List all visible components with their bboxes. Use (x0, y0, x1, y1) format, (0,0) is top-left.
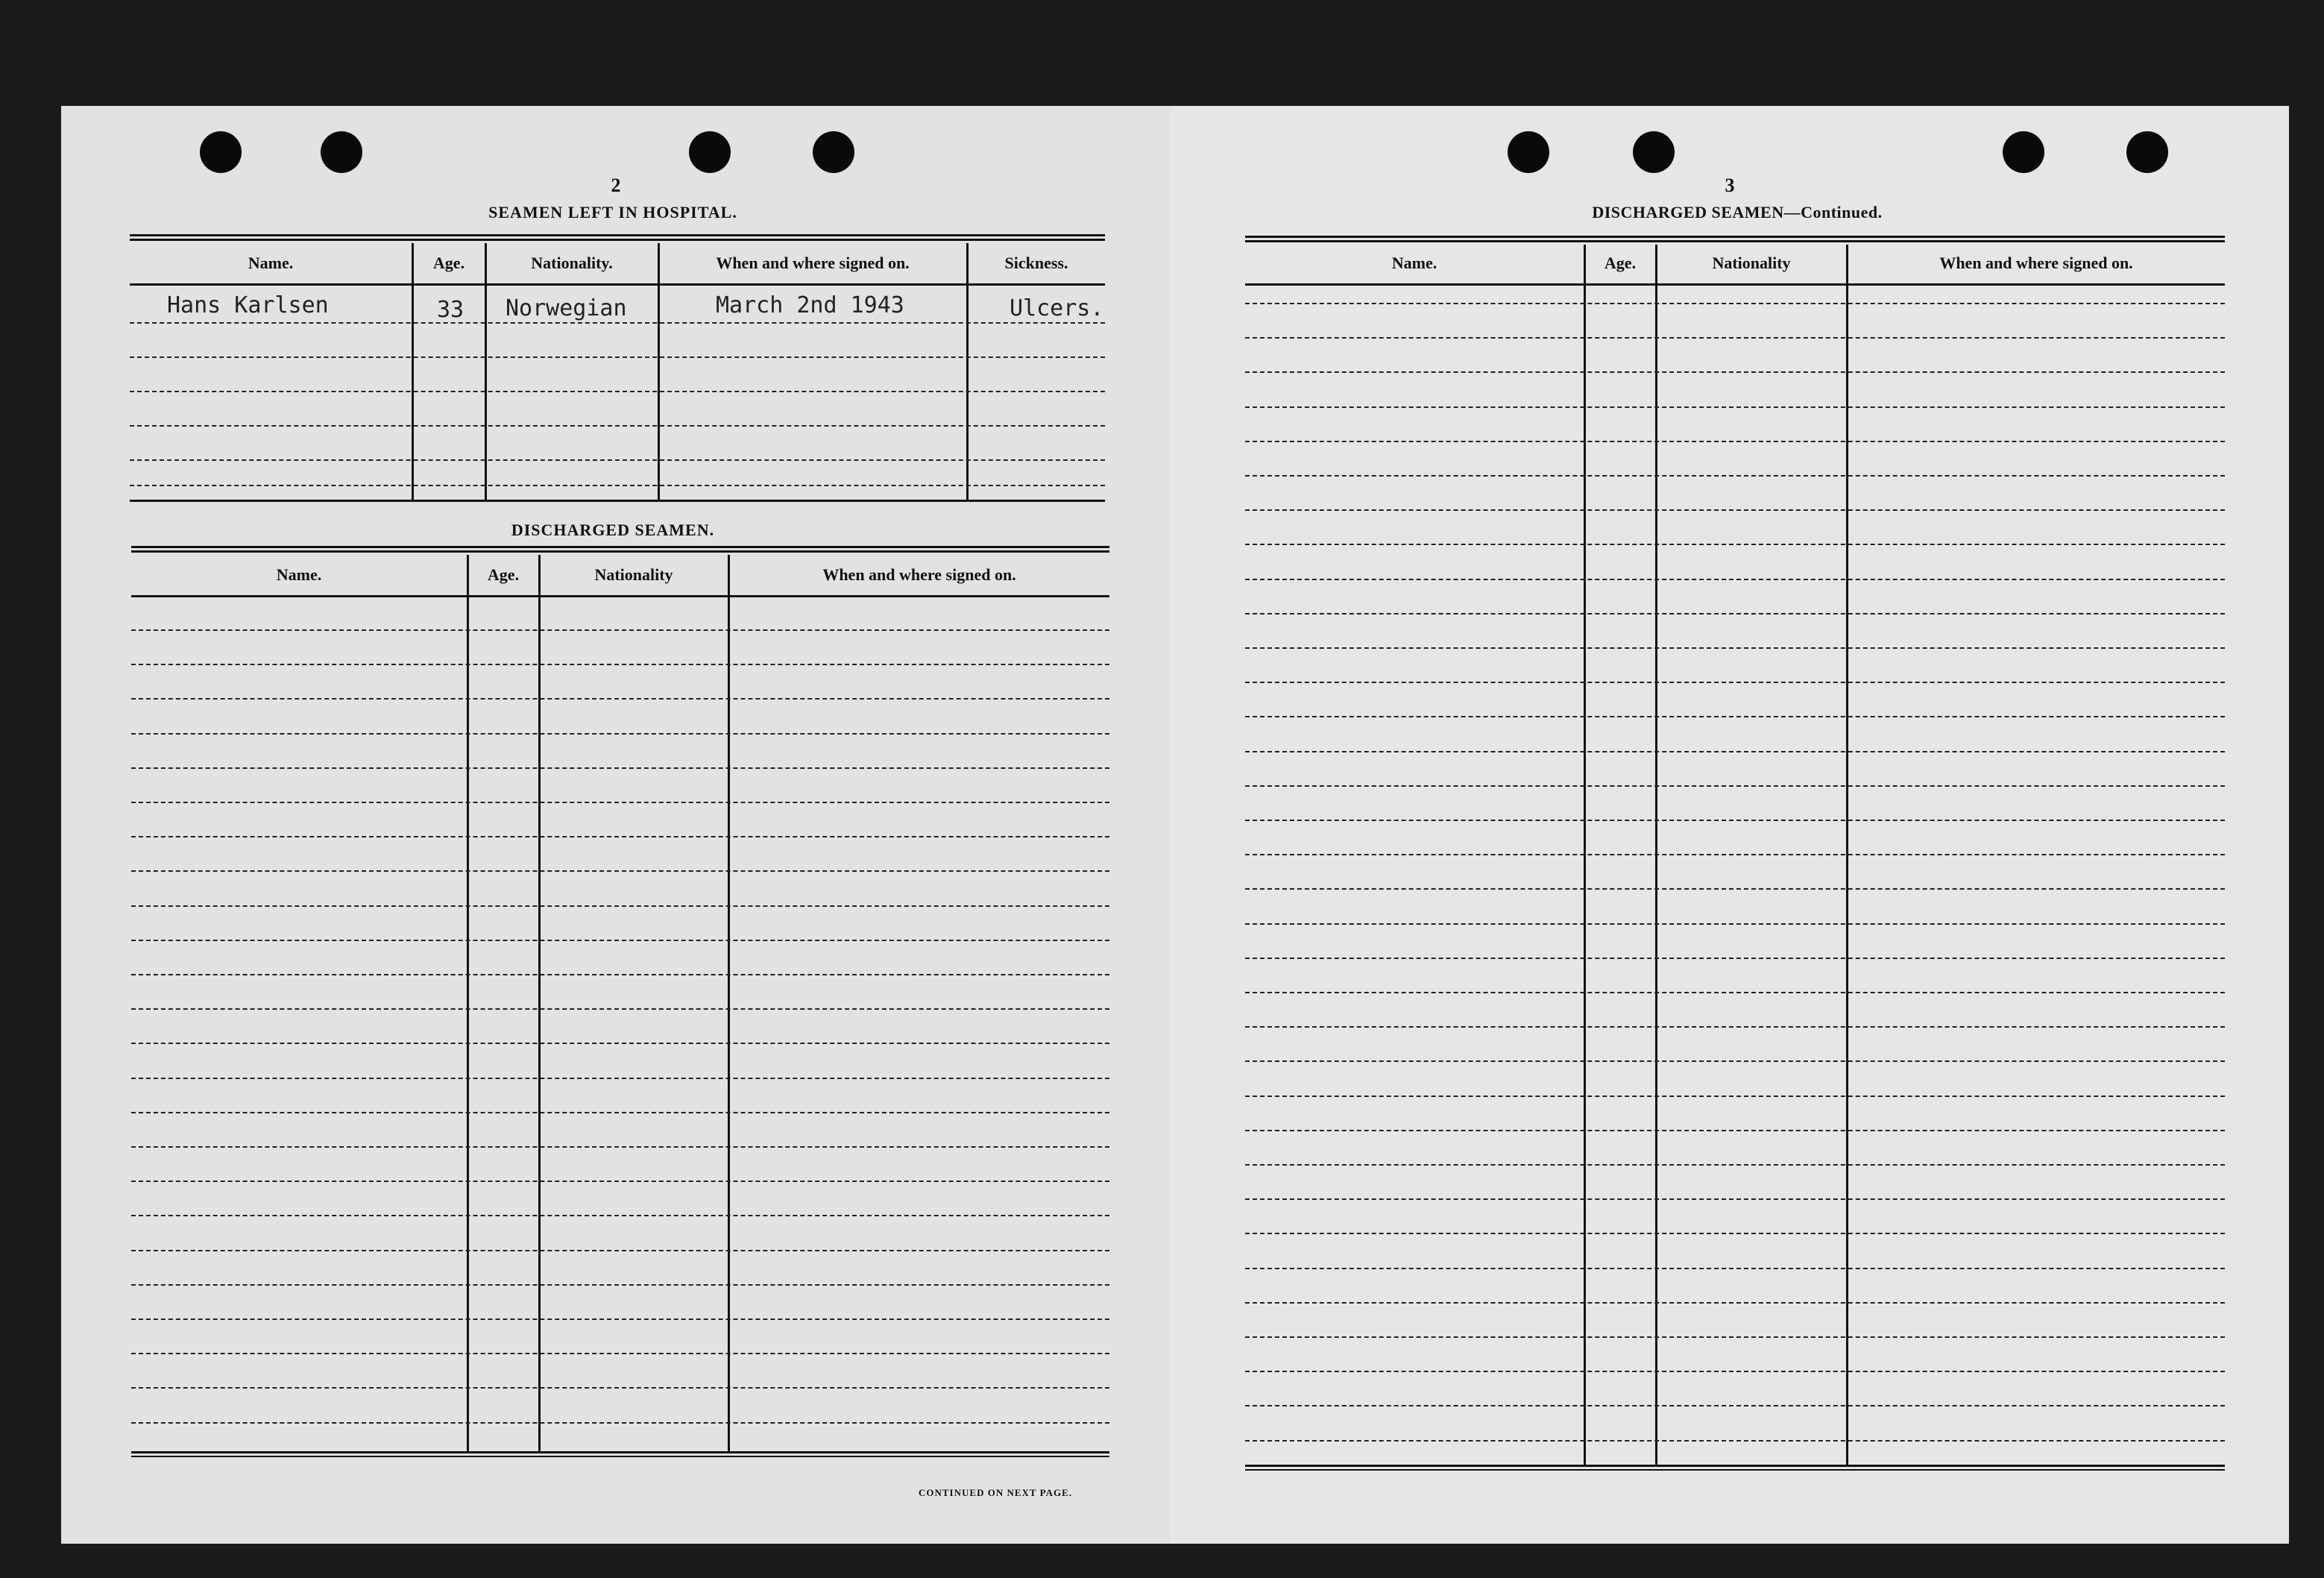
table-row-line (1245, 888, 2225, 890)
table-row-line (1245, 1405, 2225, 1406)
row-signed-on: March 2nd 1943 (716, 292, 904, 318)
header-nationality: Nationality (594, 565, 673, 584)
header-age: Age. (487, 565, 520, 584)
table-top-rule (1245, 236, 2225, 242)
page-number: 2 (611, 175, 621, 196)
table-row-line (1245, 820, 2225, 821)
table-top-rule (131, 546, 1109, 553)
table-row-line (1245, 337, 2225, 339)
column-divider (485, 243, 487, 500)
header-name: Name. (276, 565, 322, 584)
column-divider (538, 555, 541, 1451)
table-row-line (131, 767, 1109, 769)
header-name: Name. (248, 254, 294, 272)
hospital-table (130, 234, 1105, 518)
discharged-continued-table (1245, 236, 2225, 1481)
header-rule (131, 595, 1109, 597)
table-bottom-rule (1245, 1465, 2225, 1471)
table-row-line (131, 1078, 1109, 1079)
table-row-line (131, 1318, 1109, 1320)
table-row-line (1245, 785, 2225, 787)
header-name: Name. (1391, 254, 1437, 272)
right-page (1171, 106, 2289, 1544)
header-nationality: Nationality (1712, 254, 1791, 272)
table-row-line (131, 802, 1109, 803)
table-row-line (1245, 1440, 2225, 1442)
table-row-line (131, 1181, 1109, 1182)
table-row-line (1245, 854, 2225, 855)
page-number: 3 (1725, 175, 1735, 196)
punch-hole (2126, 131, 2168, 173)
table-row-line (1245, 923, 2225, 925)
row-nationality: Norwegian (506, 295, 627, 321)
table-row-line (131, 664, 1109, 665)
table-bottom-rule (131, 1451, 1109, 1457)
table-row-line (131, 836, 1109, 837)
table-row-line (131, 1112, 1109, 1113)
table-row-line (131, 905, 1109, 907)
punch-hole (2003, 131, 2044, 173)
punch-hole (200, 131, 242, 173)
table-row-line (1245, 1233, 2225, 1234)
table-row-line (1245, 647, 2225, 649)
header-signed-on: When and where signed on. (822, 565, 1016, 584)
header-rule (130, 283, 1105, 286)
table-row-line (1245, 1096, 2225, 1097)
table-row-line (130, 391, 1105, 392)
punch-hole (689, 131, 731, 173)
header-nationality: Nationality. (531, 254, 613, 272)
discharged-continued-title: DISCHARGED SEAMEN—Continued. (1592, 203, 1883, 221)
table-row-line (131, 1387, 1109, 1389)
table-row-line (1245, 1302, 2225, 1304)
table-row-line (1245, 751, 2225, 752)
table-row-line (131, 1008, 1109, 1010)
row-name: Hans Karlsen (167, 292, 329, 318)
table-row-line (130, 485, 1105, 486)
discharged-section-title: DISCHARGED SEAMEN. (511, 521, 715, 539)
left-page (61, 106, 1180, 1544)
table-row-line (131, 974, 1109, 975)
table-row-line (1245, 1336, 2225, 1338)
column-divider (467, 555, 469, 1451)
table-row-line (1245, 441, 2225, 442)
column-divider (966, 243, 969, 500)
header-sickness: Sickness. (1004, 254, 1068, 272)
column-divider (658, 243, 660, 500)
discharged-table (131, 546, 1109, 1465)
table-row-line (1245, 371, 2225, 373)
table-row-line (1245, 475, 2225, 477)
table-row-line (1245, 1026, 2225, 1028)
table-row-line (1245, 1164, 2225, 1166)
table-row-line (131, 629, 1109, 631)
table-row-line (1245, 303, 2225, 304)
punch-hole (321, 131, 362, 173)
table-row-line (1245, 1198, 2225, 1200)
table-row-line (131, 1215, 1109, 1216)
table-row-line (131, 1250, 1109, 1251)
table-row-line (131, 1422, 1109, 1424)
table-row-line (131, 1284, 1109, 1286)
table-row-line (1245, 613, 2225, 614)
header-signed-on: When and where signed on. (716, 254, 910, 272)
table-row-line (131, 870, 1109, 872)
continued-note: CONTINUED ON NEXT PAGE. (919, 1487, 1072, 1498)
table-row-line (131, 1043, 1109, 1044)
table-row-line (1245, 406, 2225, 408)
column-divider (728, 555, 730, 1451)
punch-hole (1508, 131, 1549, 173)
table-row-line (1245, 509, 2225, 511)
header-rule (1245, 283, 2225, 286)
table-row-line (1245, 1060, 2225, 1062)
table-row-line (1245, 1371, 2225, 1372)
header-signed-on: When and where signed on. (1939, 254, 2133, 272)
table-row-line (1245, 544, 2225, 545)
table-row-line (1245, 716, 2225, 717)
punch-hole (1633, 131, 1675, 173)
punch-hole (813, 131, 854, 173)
table-row-line (1245, 1130, 2225, 1131)
table-row-line (131, 698, 1109, 700)
table-row-line (1245, 682, 2225, 683)
row-age: 33 (437, 297, 465, 323)
table-top-rule (130, 234, 1105, 241)
table-row-line (131, 940, 1109, 941)
table-row-line (131, 1146, 1109, 1148)
table-row-line (130, 425, 1105, 427)
table-row-line (130, 322, 1105, 324)
table-row-line (131, 733, 1109, 735)
row-sickness: Ulcers. (1010, 295, 1104, 321)
hospital-section-title: SEAMEN LEFT IN HOSPITAL. (488, 203, 737, 221)
table-row-line (1245, 958, 2225, 959)
table-row-line (1245, 992, 2225, 993)
header-age: Age. (432, 254, 465, 272)
column-divider (412, 243, 414, 500)
table-row-line (130, 459, 1105, 461)
table-row-line (131, 1353, 1109, 1354)
table-row-line (1245, 579, 2225, 580)
table-row-line (130, 356, 1105, 358)
table-row-line (1245, 1268, 2225, 1269)
header-age: Age. (1604, 254, 1637, 272)
table-bottom-rule (130, 500, 1105, 502)
